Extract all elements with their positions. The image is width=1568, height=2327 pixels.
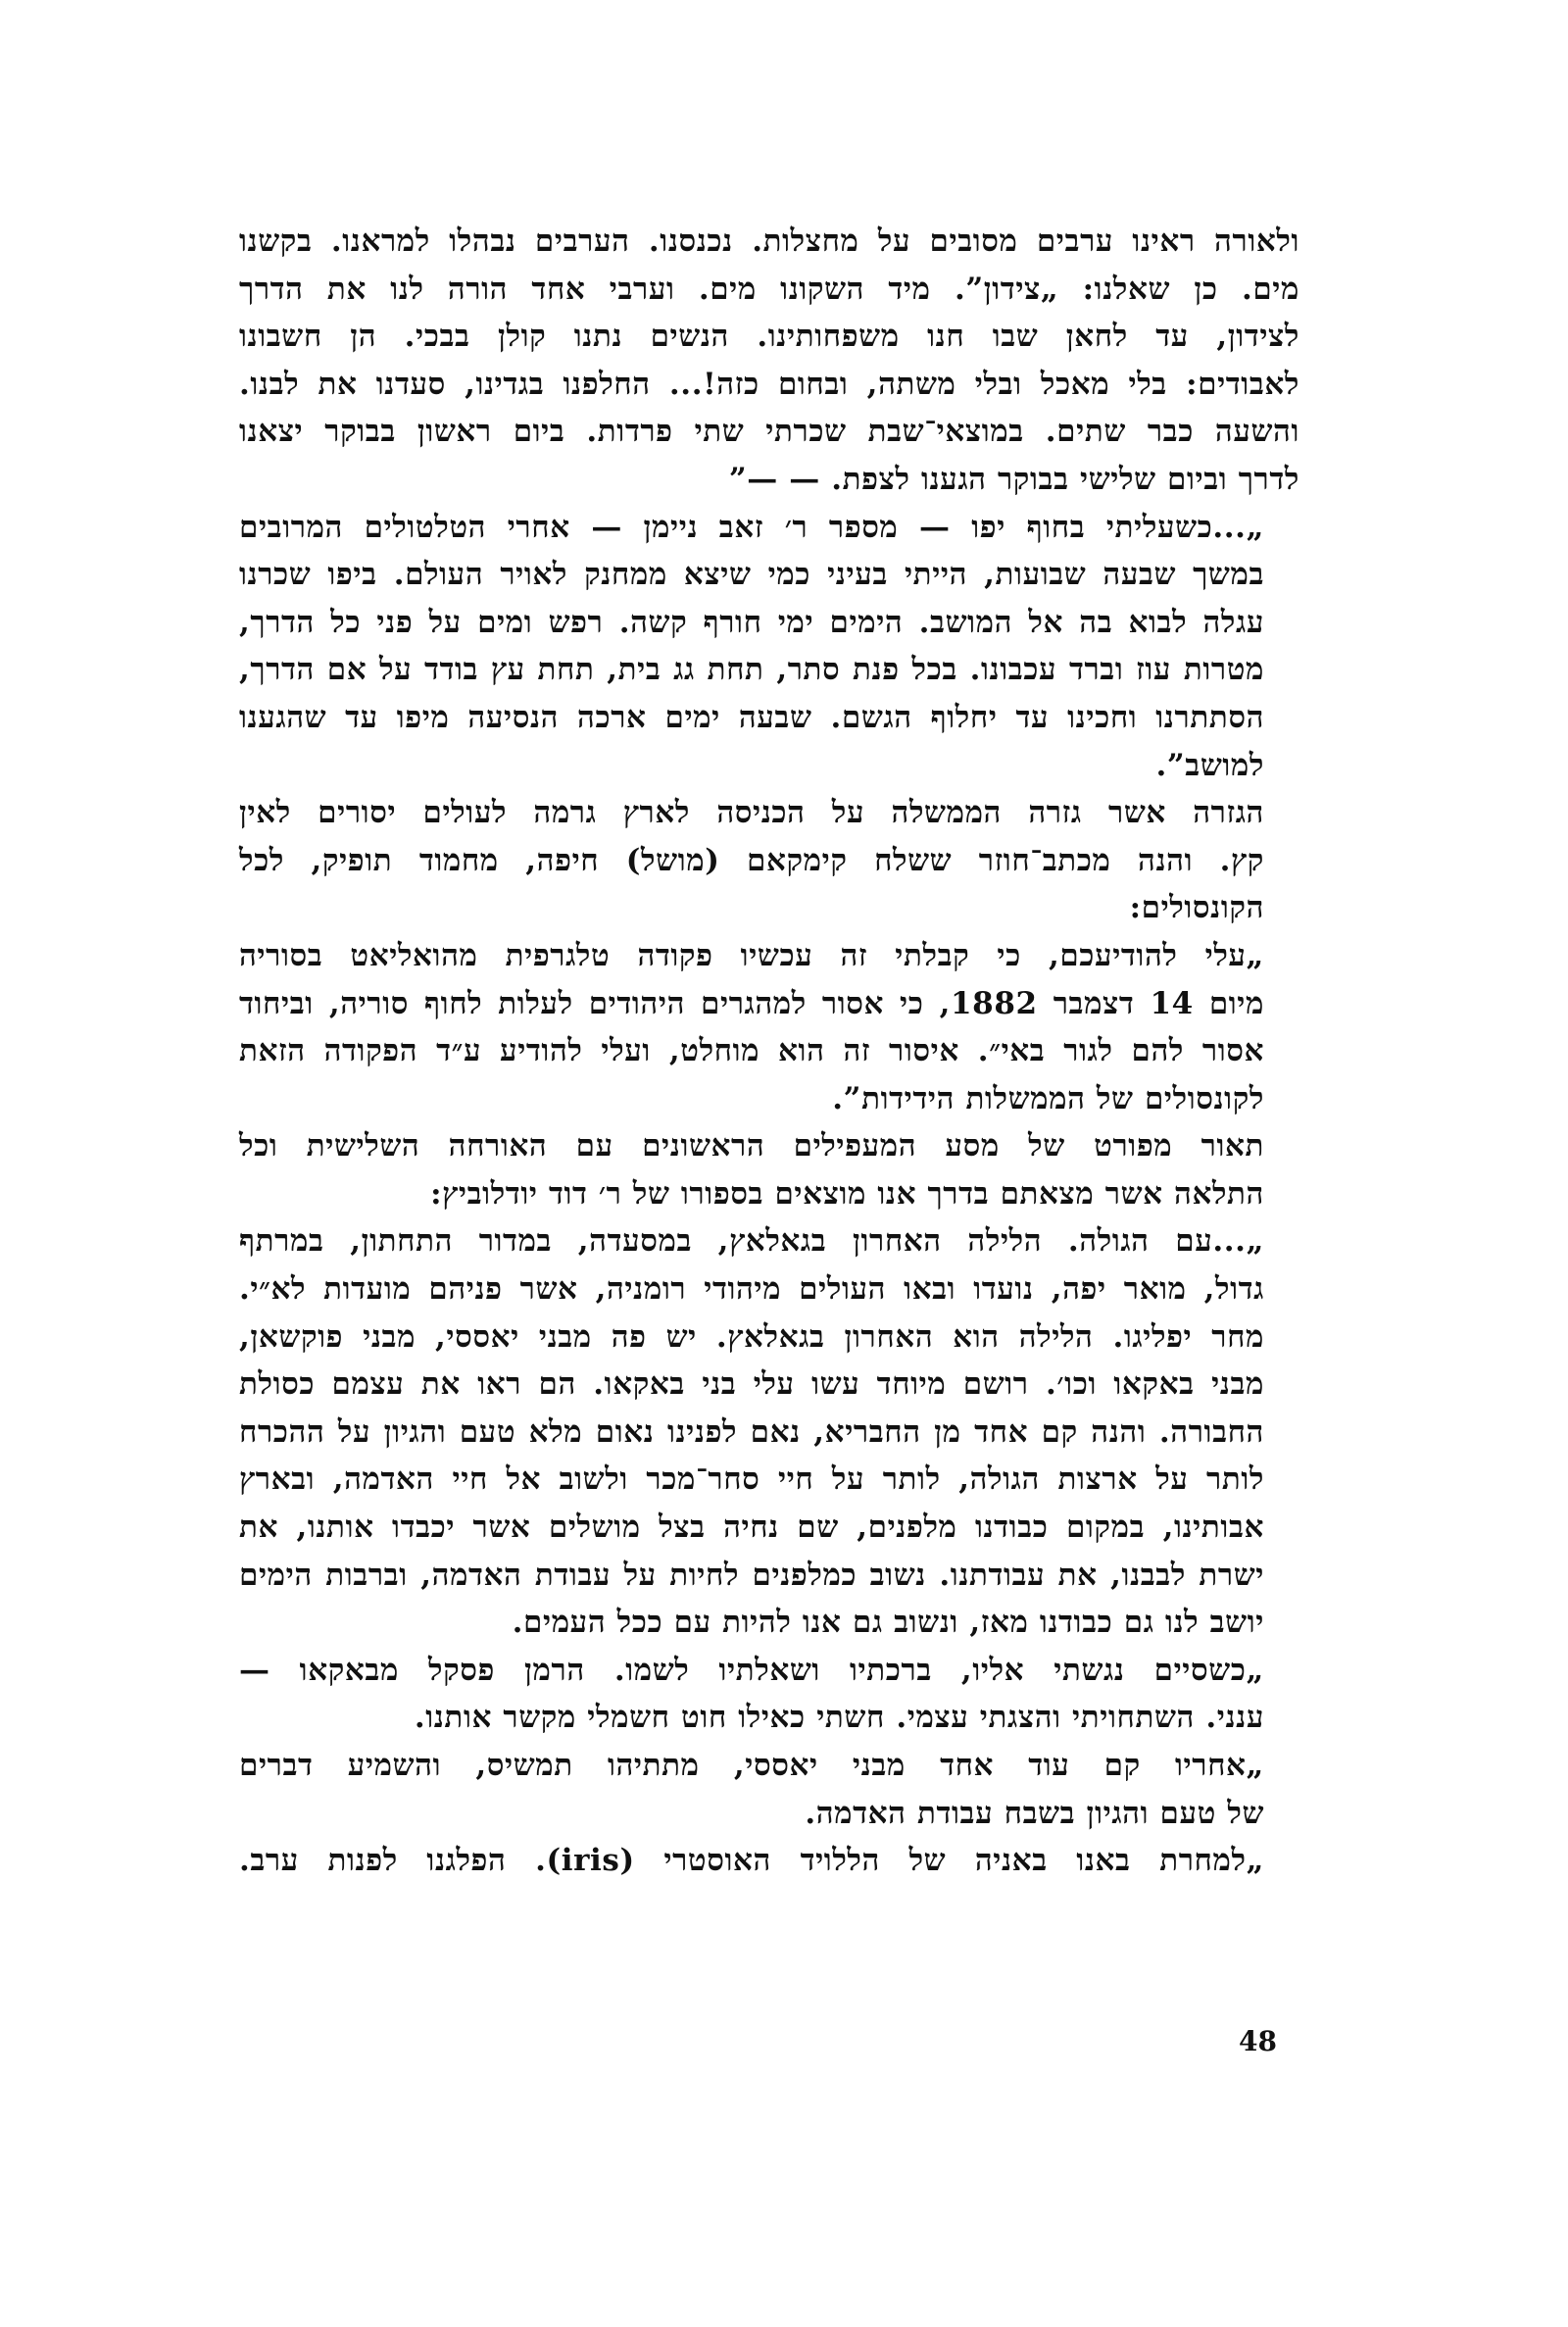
text-line: מיום 14 דצמבר 1882, כי אסור למהגרים היהודים לעלות לחוף סוריה, וביחוד [239, 985, 1265, 1021]
text-line: „אחריו קם עוד אחד מבני יאססי, מתתיהו תמשיס, והשמיע דברים [239, 1748, 1264, 1783]
text-line: יושב לנו גם כבודנו מאז, ונשוב גם אנו להיות עם ככל העמים. [512, 1605, 1264, 1641]
text-line: לותר על ארצות הגולה, לותר על חיי סחר־מכר ולשוב אל חיי האדמה, ובארץ [239, 1461, 1264, 1498]
text-line: החבורה. והנה קם אחד מן החבריא, נאם לפנינו נאום מלא טעם והגיון על ההכרח [239, 1413, 1264, 1450]
text-line: לאבודים: בלי מאכל ובלי משתה, ובחום כזה!... החלפנו בגדינו, סעדנו את לבנו. [239, 366, 1299, 402]
text-line: הקונסולים: [1129, 890, 1264, 926]
paragraph [239, 789, 1299, 932]
text-line: ענני. השתחויתי והצגתי עצמי. חשתי כאילו חוט חשמלי מקשר אותנו. [414, 1700, 1264, 1736]
body-text [239, 218, 1299, 1885]
page-number: 48 [1239, 2025, 1277, 2057]
paragraph [239, 1837, 1299, 1885]
text-line: „עלי להודיעכם, כי קבלתי זה עכשיו פקודה טלגרפית מהואליאט בסוריה [239, 937, 1264, 973]
paragraph [239, 218, 1299, 504]
text-line: לצידון, עד לחאן שבו חנו משפחותינו. הנשים נתנו קולן בבכי. הן חשבונו [239, 319, 1299, 355]
text-line: אסור להם לגור באי״. איסור זה הוא מוחלט, ועלי להודיע ע״ד הפקודה הזאת [239, 1033, 1264, 1069]
paragraph [239, 1647, 1299, 1742]
text-line: גדול, מואר יפה, נועדו ובאו העולים מיהודי רומניה, אשר פניהם מועדות לא״י. [239, 1271, 1264, 1308]
text-line: התלאה אשר מצאתם בדרך אנו מוצאים בספורו של ר׳ דוד יודלוביץ: [430, 1175, 1264, 1212]
text-line: עגלה לבוא בה אל המושב. הימים ימי חורף קשה. רפש ומים על פני כל הדרך, [239, 604, 1264, 640]
text-line: ולאורה ראינו ערבים מסובים על מחצלות. נכנסנו. הערבים נבהלו למראנו. בקשנו [239, 223, 1299, 259]
text-line: מטרות עוז וברד עכבונו. בכל פנת סתר, תחת גג בית, תחת עץ בודד על אם הדרך, [239, 652, 1264, 688]
paragraph [239, 504, 1299, 790]
text-line: של טעם והגיון בשבח עבודת האדמה. [805, 1795, 1264, 1831]
text-line: מים. כן שאלנו: „צידון”. מיד השקונו מים. וערבי אחד הורה לנו את הדרך [239, 271, 1299, 307]
paragraph [239, 1217, 1299, 1646]
text-line: „כשסיים נגשתי אליו, ברכתיו ושאלתיו לשמו. הרמן פסקל מבאקאו — [239, 1652, 1264, 1688]
text-line: מחר יפליגו. הלילה הוא האחרון בגאלאץ. יש פה מבני יאססי, מבני פוקשאן, [239, 1318, 1264, 1355]
text-line: במשך שבעה שבועות, הייתי בעיני כמי שיצא ממחנק לאויר העולם. ביפו שכרנו [239, 557, 1264, 593]
text-line: קץ. והנה מכתב־חוזר ששלח קימקאם (מושל) חיפה, מחמוד תופיק, לכל [239, 842, 1264, 878]
text-line: „...עם הגולה. הלילה האחרון בגאלאץ, במסעדה, במדור התחתון, במרתף [239, 1223, 1264, 1260]
text-line: תאור מפורט של מסע המעפילים הראשונים עם האורחה השלישית וכל [239, 1128, 1264, 1164]
paragraph [239, 932, 1299, 1122]
text-line: הגזרה אשר גזרה הממשלה על הכניסה לארץ גרמה לעולים יסורים לאין [239, 795, 1264, 831]
text-line: ישרת לבבנו, את עבודתנו. נשוב כמלפנים לחיות על עבודת האדמה, וברבות הימים [239, 1557, 1264, 1593]
paragraph [239, 1122, 1299, 1217]
text-line: לדרך וביום שלישי בבוקר הגענו לצפת. — —” [728, 461, 1299, 497]
text-line: „...כשעליתי בחוף יפו — מספר ר׳ זאב ניימן — אחרי הטלטולים המרובים [239, 509, 1264, 545]
text-line: והשעה כבר שתים. במוצאי־שבת שכרתי שתי פרדות. ביום ראשון בבוקר יצאנו [239, 414, 1299, 450]
text-line: לקונסולים של הממשלות הידידות”. [832, 1080, 1264, 1116]
text-line: „למחרת באנו באניה של הללויד האוסטרי (iris). הפלגנו לפנות ערב. [239, 1843, 1265, 1879]
text-line: מבני באקאו וכו׳. רושם מיוחד עשו עלי בני באקאו. הם ראו את עצמם כסולת [239, 1366, 1264, 1403]
paragraph [239, 1742, 1299, 1837]
text-line: למושב”. [1155, 747, 1264, 783]
text-line: הסתתרנו וחכינו עד יחלוף הגשם. שבעה ימים ארכה הנסיעה מיפו עד שהגענו [239, 699, 1264, 735]
text-line: אבותינו, במקום כבודנו מלפנים, שם נחיה בצל מושלים אשר יכבדו אותנו, את [239, 1510, 1264, 1546]
